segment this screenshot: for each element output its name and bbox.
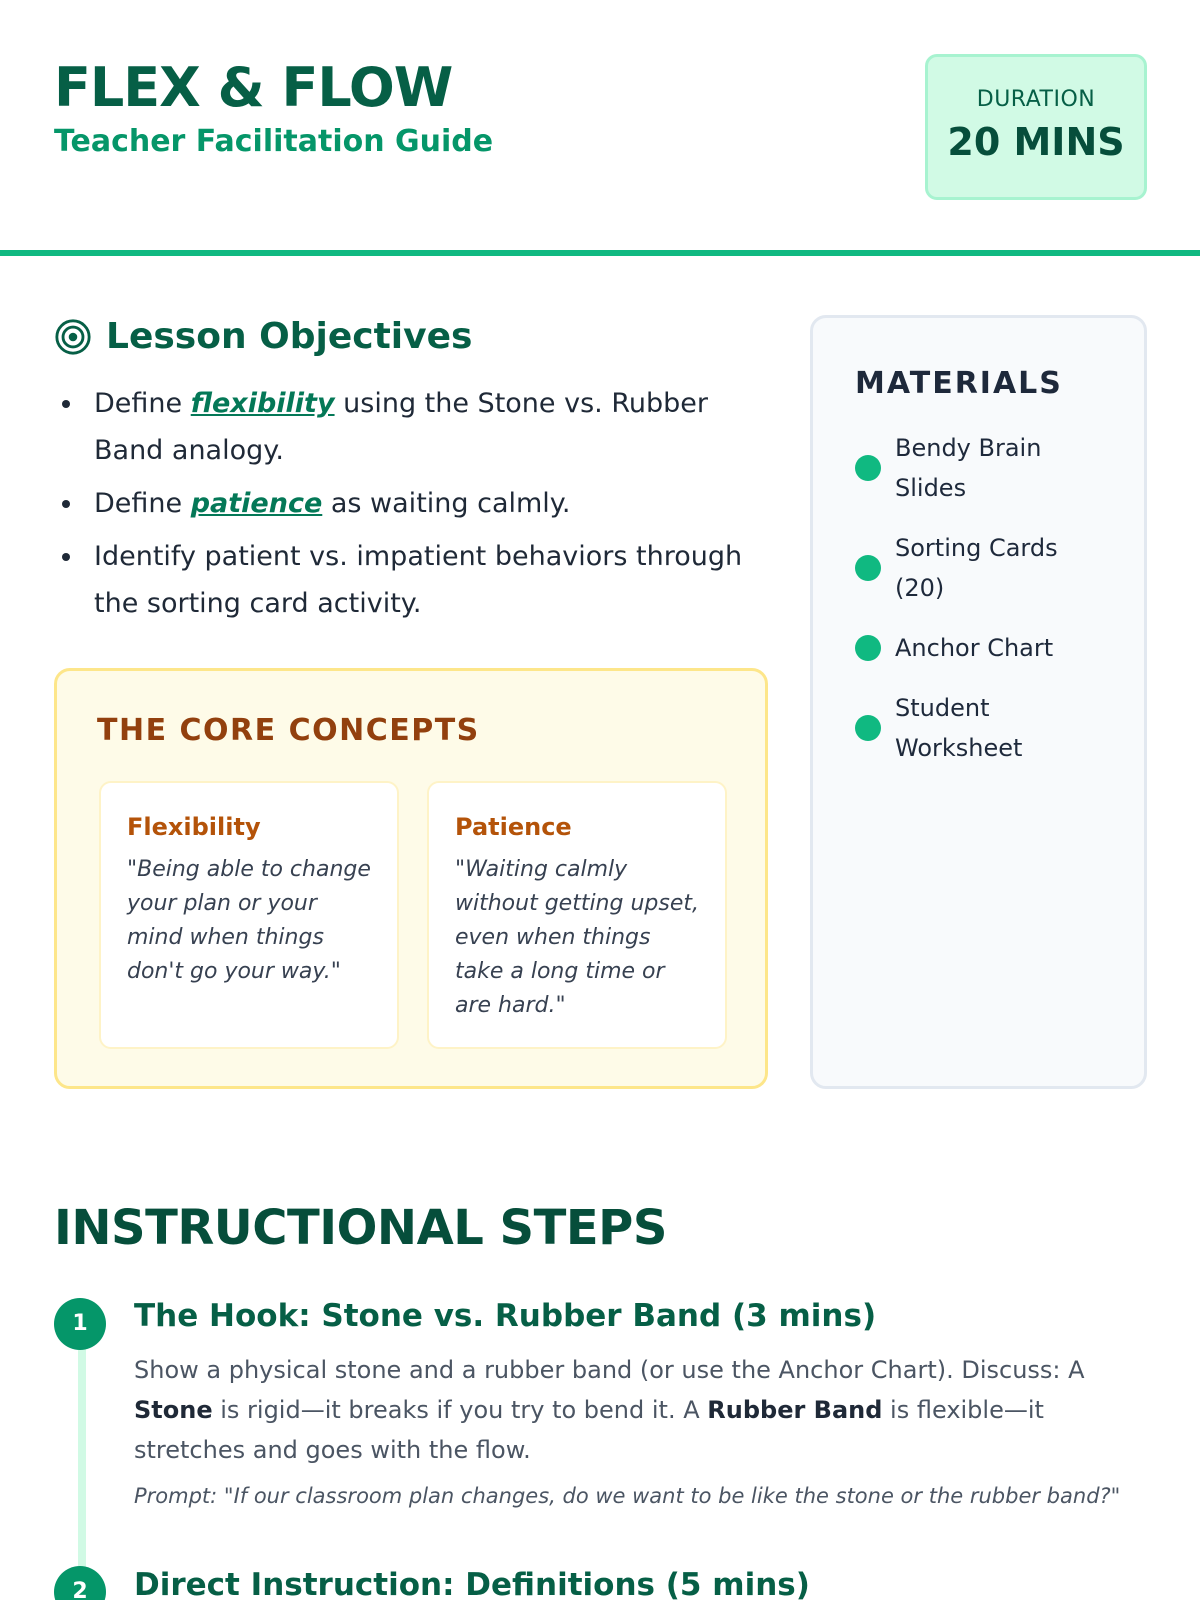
duration-label: DURATION — [976, 87, 1096, 112]
objective-item — [54, 533, 774, 627]
objectives-title: Lesson Objectives — [106, 316, 473, 357]
concept-card-patience — [427, 781, 727, 1049]
page-title: FLEX & FLOW — [54, 56, 453, 119]
objectives-list — [54, 380, 774, 633]
bullet-dot-icon — [855, 555, 881, 581]
step-number-badge: 1 — [54, 1298, 106, 1350]
objective-text: Define — [94, 488, 191, 519]
objective-text: Define — [94, 388, 191, 419]
material-label: Student Worksheet — [895, 694, 1023, 762]
step-body — [134, 1350, 1144, 1470]
objective-item — [54, 480, 774, 527]
concept-card-flexibility — [99, 781, 399, 1049]
core-concepts-panel — [54, 668, 768, 1089]
bullet-dot-icon — [855, 635, 881, 661]
objective-text: Identify patient vs. impatient behaviors through the sorting card activity. — [94, 541, 743, 619]
term-patience: patience — [190, 488, 323, 519]
bullet-dot-icon — [855, 455, 881, 481]
step-text: is rigid—it breaks if you try to bend it. A — [212, 1396, 708, 1424]
step-number-badge: 2 — [54, 1566, 106, 1600]
step-keyword: Rubber Band — [707, 1396, 883, 1424]
objective-text: using the Stone vs. Rubber Band analogy. — [94, 388, 708, 466]
concept-definition: "Being able to change your plan or your mind when things don't go your way." — [127, 857, 371, 984]
objectives-heading — [54, 316, 472, 357]
page-subtitle: Teacher Facilitation Guide — [54, 124, 494, 159]
objective-item — [54, 380, 774, 474]
concept-definition: "Waiting calmly without getting upset, even when things take a long time or are hard." — [455, 857, 699, 1018]
material-item — [855, 628, 1125, 668]
core-concepts-title: THE CORE CONCEPTS — [97, 713, 480, 748]
concept-name: Flexibility — [127, 813, 261, 841]
material-label: Sorting Cards (20) — [895, 534, 1058, 602]
target-icon — [54, 318, 92, 356]
timeline-line — [78, 1330, 86, 1600]
material-label: Anchor Chart — [895, 634, 1054, 662]
material-item — [855, 688, 1125, 768]
duration-value: 20 MINS — [947, 120, 1125, 164]
step-prompt: Prompt: "If our classroom plan changes, do we want to be like the stone or the rubber band?" — [134, 1484, 1121, 1508]
steps-title: INSTRUCTIONAL STEPS — [54, 1200, 667, 1256]
objective-text: as waiting calmly. — [322, 488, 571, 519]
page-header — [0, 0, 1200, 256]
materials-panel — [810, 315, 1147, 1089]
term-flexibility: flexibility — [190, 388, 335, 419]
duration-badge — [925, 54, 1147, 200]
step-text: is flexible—it stretches and goes with the flow. — [134, 1396, 1044, 1464]
material-item — [855, 428, 1125, 508]
material-item — [855, 528, 1125, 608]
step-text: Show a physical stone and a rubber band (or use the Anchor Chart). Discuss: A — [134, 1356, 1085, 1384]
step-title: Direct Instruction: Definitions (5 mins) — [134, 1567, 810, 1600]
material-label: Bendy Brain Slides — [895, 434, 1042, 502]
step-keyword: Stone — [134, 1396, 213, 1424]
materials-title: MATERIALS — [855, 366, 1063, 401]
concept-name: Patience — [455, 813, 572, 841]
materials-list — [855, 428, 1125, 788]
step-title: The Hook: Stone vs. Rubber Band (3 mins) — [134, 1298, 877, 1334]
bullet-dot-icon — [855, 715, 881, 741]
